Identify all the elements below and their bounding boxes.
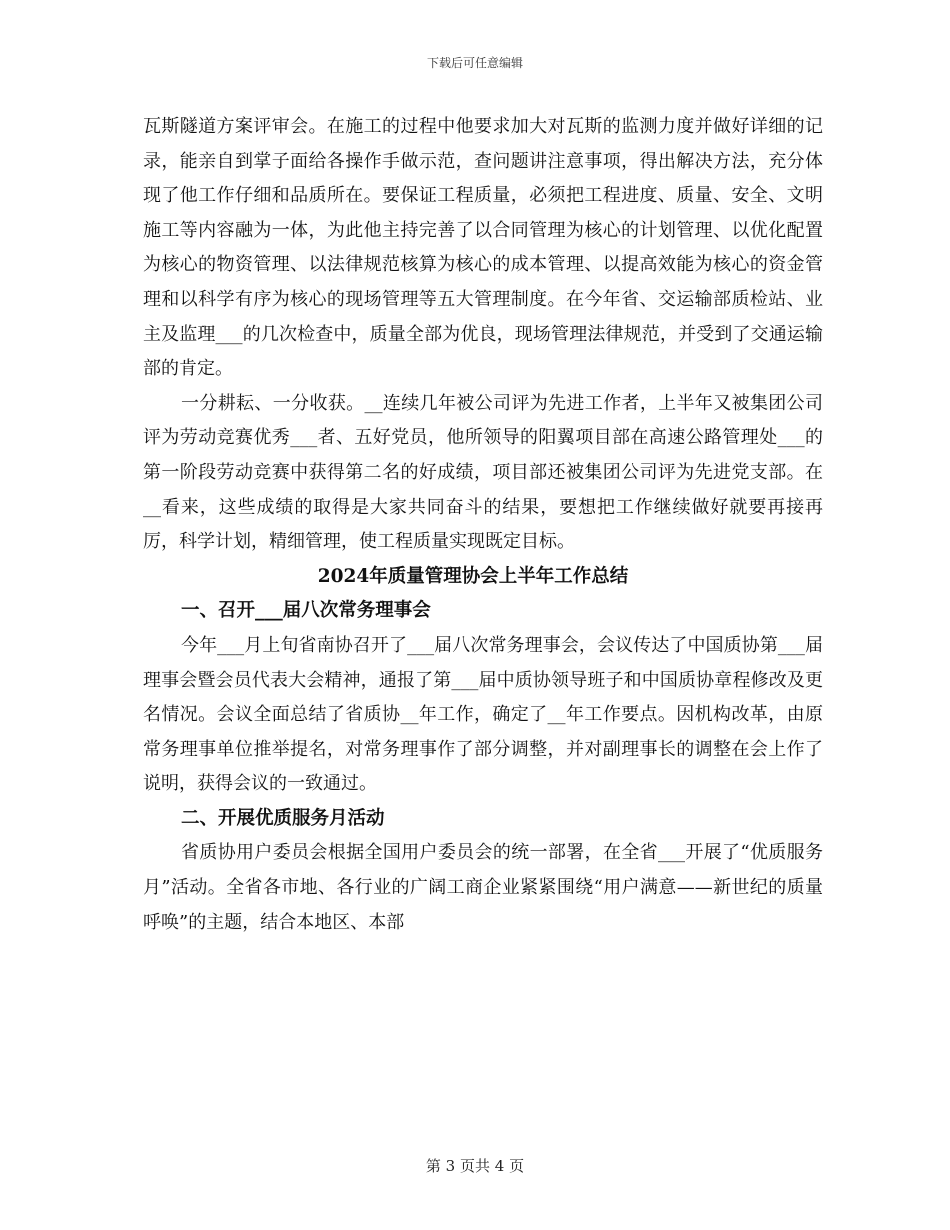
- section-heading-1: 一、召开___届八次常务理事会: [181, 600, 431, 622]
- paragraph-4: 省质协用户委员会根据全国用户委员会的统一部署，在全省___开展了“优质服务月”活动。全省各市地、各行业的广阔工商企业紧紧围绕“用户满意——新世纪的质量呼唤”的主题，结合本地区、本部: [143, 842, 823, 933]
- paragraph-1: 瓦斯隧道方案评审会。在施工的过程中他要求加大对瓦斯的监测力度并做好详细的记录，能亲自到掌子面给各操作手做示范，查问题讲注意事项，得出解决方法，充分体现了他工作仔细和品质所在。要保证工程质量，必须把工程进度、质量、安全、文明施工等内容融为一体，为此他主持完善了以合同管理为核心的计划管理、以优化配置为核心的物资管理、以法律规范核算为核心的成本管理、以提高效能为核心的资金管理和以科学有序为核心的现场管理等五大管理制度。在今年省、交运输部质检站、业主及监理___的几次检查中，质量全部为优良，现场管理法律规范，并受到了交通运输部的肯定。: [143, 116, 823, 380]
- page-footer: 第 3 页共 4 页: [425, 1157, 525, 1175]
- paragraph-3: 今年___月上旬省南协召开了___届八次常务理事会，会议传达了中国质协第___届理事会暨会员代表大会精神，通报了第___届中质协领导班子和中国质协章程修改及更名情况。会议全面总结了省质协__年工作，确定了__年工作要点。因机构改革，由原常务理事单位推举提名，对常务理事作了部分调整，并对副理事长的调整在会上作了说明，获得会议的一致通过。: [143, 634, 823, 795]
- section-heading-2: 二、开展优质服务月活动: [181, 807, 385, 829]
- paragraph-2: 一分耕耘、一分收获。__连续几年被公司评为先进工作者，上半年又被集团公司评为劳动竞赛优秀___者、五好党员，他所领导的阳翼项目部在高速公路管理处___的第一阶段劳动竞赛中获得第二名的好成绩，项目部还被集团公司评为先进党支部。在__看来，这些成绩的取得是大家共同奋斗的结果，要想把工作继续做好就要再接再厉，科学计划，精细管理，使工程质量实现既定目标。: [143, 392, 823, 553]
- document-body: [143, 110, 823, 940]
- page-header: 下载后可任意编辑: [426, 56, 523, 70]
- document-title: 2024年质量管理协会上半年工作总结: [317, 565, 629, 587]
